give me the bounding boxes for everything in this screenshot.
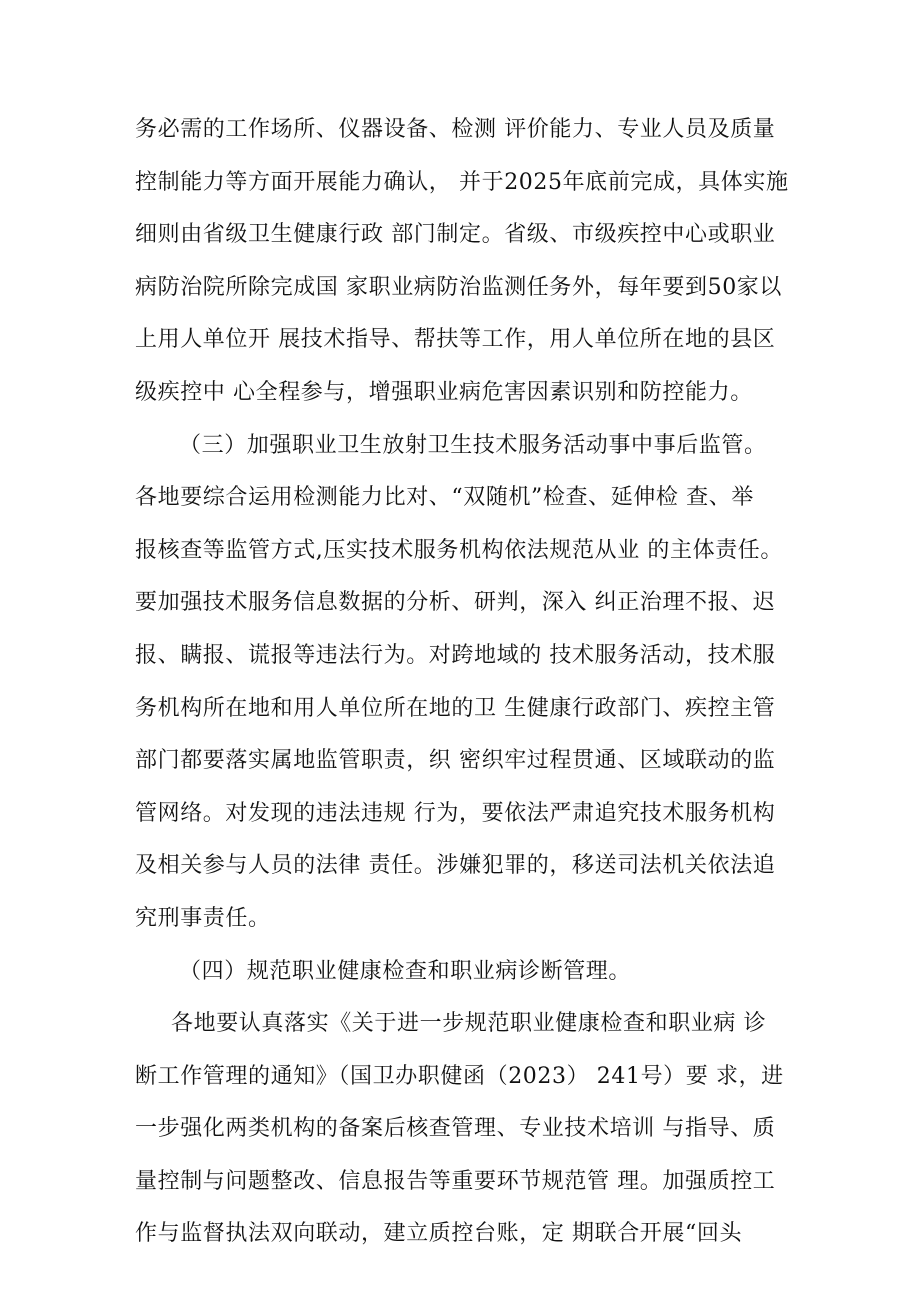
text-line-15: 及相关参与人员的法律 责任。涉嫌犯罪的，移送司法机关依法追	[135, 853, 776, 879]
text-line-5: 上用人单位开 展技术指导、帮扶等工作，用人单位所在地的县区	[135, 327, 776, 353]
document-body	[135, 104, 795, 1261]
text-line-11: 报、瞒报、谎报等违法行为。对跨地域的 技术服务活动，技术服	[135, 642, 776, 668]
text-line-14: 管网络。对发现的违法违规 行为，要依法严肃追究技术服务机构	[135, 800, 776, 826]
text-line-2: 控制能力等方面开展能力确认， 并于2025年底前完成，具体实施	[135, 169, 789, 195]
section-heading-4: （四）规范职业健康检查和职业病诊断管理。	[179, 958, 632, 984]
text-line-16: 究刑事责任。	[135, 905, 271, 931]
text-line-8: 各地要综合运用检测能力比对、“双随机”检查、延伸检 查、举	[135, 485, 754, 511]
text-line-13: 部门都要落实属地监管职责，织 密织牢过程贯通、区域联动的监	[135, 748, 776, 774]
text-line-10: 要加强技术服务信息数据的分析、研判，深入 纠正治理不报、迟	[135, 590, 776, 616]
text-line-19: 断工作管理的通知》（国卫办职健函（2023） 241号）要 求，进	[135, 1063, 784, 1089]
text-line-6: 级疾控中 心全程参与，增强职业病危害因素识别和防控能力。	[135, 379, 753, 405]
text-line-22: 作与监督执法双向联动，建立质控台账，定 期联合开展“回头	[135, 1221, 743, 1247]
text-line-9: 报核查等监管方式,压实技术服务机构依法规范从业 的主体责任。	[135, 537, 783, 563]
text-line-4: 病防治院所除完成国 家职业病防治监测任务外，每年要到50家以	[135, 274, 782, 300]
text-line-20: 一步强化两类机构的备案后核查管理、专业技术培训 与指导、质	[135, 1116, 776, 1142]
text-line-1: 务必需的工作场所、仪器设备、检测 评价能力、专业人员及质量	[135, 117, 776, 142]
text-line-12: 务机构所在地和用人单位所在地的卫 生健康行政部门、疾控主管	[135, 695, 776, 721]
text-line-18: 各地要认真落实《关于进一步规范职业健康检查和职业病 诊	[171, 1011, 767, 1037]
section-heading-3: （三）加强职业卫生放射卫生技术服务活动事中事后监管。	[179, 432, 767, 458]
text-line-21: 量控制与问题整改、信息报告等重要环节规范管 理。加强质控工	[135, 1168, 776, 1194]
text-line-3: 细则由省级卫生健康行政 部门制定。省级、市级疾控中心或职业	[135, 222, 776, 248]
